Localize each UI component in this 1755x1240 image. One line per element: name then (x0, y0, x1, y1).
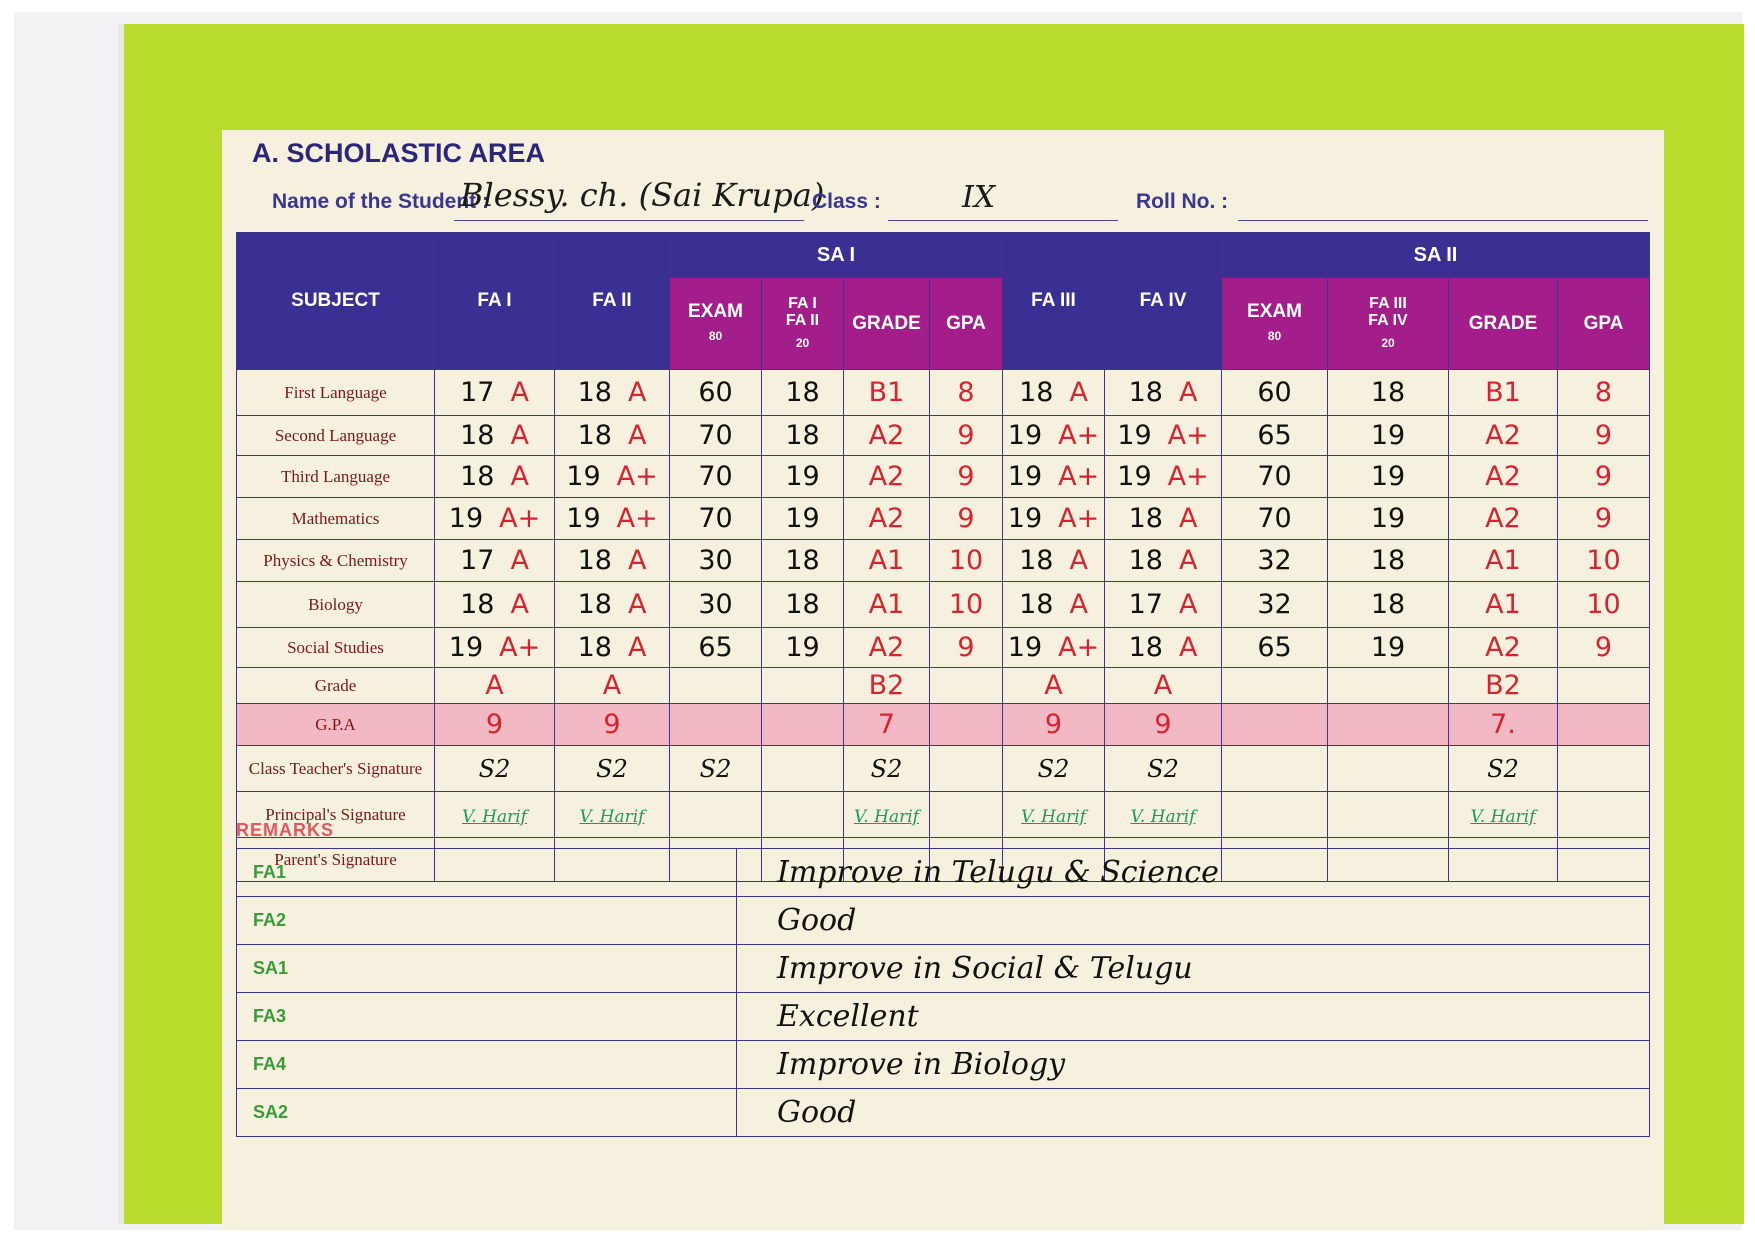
remark-text: Good (737, 1089, 1650, 1137)
sa2-fa-header: FA III FA IV 20 (1328, 278, 1449, 370)
subject-name: Physics & Chemistry (237, 540, 435, 582)
fa3-header: FA III (1003, 233, 1105, 370)
sa2-gpa: 8 (1558, 370, 1650, 416)
sa2-exam-mark: 32 (1222, 582, 1328, 628)
remark-code: FA1 (237, 849, 737, 897)
remark-row (237, 849, 1650, 897)
sa1-fa-mark: 18 (762, 370, 844, 416)
sa2-gpa: 9 (1558, 628, 1650, 668)
sa2-exam-mark: 32 (1222, 540, 1328, 582)
sa2-exam-mark: 65 (1222, 416, 1328, 456)
subject-row (237, 498, 1650, 540)
subject-row (237, 540, 1650, 582)
sa2-gpa-header: GPA (1558, 278, 1650, 370)
sa1-grade: B1 (844, 370, 930, 416)
remark-row (237, 1089, 1650, 1137)
fa4-score: 18 A (1105, 540, 1222, 582)
sa1-gpa: 9 (930, 498, 1003, 540)
fa1-score: 19 A+ (435, 498, 555, 540)
fa2-score: 18 A (555, 628, 670, 668)
sa2-gpa: 9 (1558, 416, 1650, 456)
sa1-grade: A2 (844, 628, 930, 668)
fa3-score: 19 A+ (1003, 628, 1105, 668)
sa1-exam-mark: 30 (670, 582, 762, 628)
sa1-gpa: 9 (930, 416, 1003, 456)
remark-code: FA4 (237, 1041, 737, 1089)
fa2-header: FA II (555, 233, 670, 370)
sa1-fa-mark: 19 (762, 498, 844, 540)
report-card (222, 130, 1664, 1230)
class-teacher-signature-sa1-exam: S2 (699, 754, 732, 783)
fa2-score: 18 A (555, 416, 670, 456)
remark-code: SA2 (237, 1089, 737, 1137)
sa1-grade: A2 (844, 498, 930, 540)
subject-name: First Language (237, 370, 435, 416)
sa1-exam-mark: 70 (670, 416, 762, 456)
fa1-score: 17 A (435, 540, 555, 582)
fa4-score: 17 A (1105, 582, 1222, 628)
fa2-overall-gpa: 9 (555, 704, 670, 746)
student-name-label: Name of the Student : (272, 190, 490, 213)
sa2-grade: A2 (1449, 456, 1558, 498)
fa2-score: 18 A (555, 370, 670, 416)
fa2-score: 18 A (555, 540, 670, 582)
sa1-exam-mark: 30 (670, 540, 762, 582)
sa2-exam-header: EXAM 80 (1222, 278, 1328, 370)
fa1-header: FA I (435, 233, 555, 370)
student-name-value: Blessy. ch. (Sai Krupa) (460, 176, 825, 214)
sa1-gpa-header: GPA (930, 278, 1003, 370)
subject-row (237, 582, 1650, 628)
sa2-grade-header: GRADE (1449, 278, 1558, 370)
sa2-gpa: 9 (1558, 498, 1650, 540)
sa2-exam-mark: 70 (1222, 456, 1328, 498)
fa3-overall-grade: A (1003, 668, 1105, 704)
subject-row (237, 370, 1650, 416)
sa2-fa-mark: 19 (1328, 628, 1449, 668)
remark-row (237, 993, 1650, 1041)
sa1-fa-mark: 19 (762, 456, 844, 498)
sa1-exam-mark: 70 (670, 456, 762, 498)
fa3-score: 18 A (1003, 540, 1105, 582)
fa4-score: 18 A (1105, 370, 1222, 416)
principal-signature-row (237, 792, 1650, 838)
class-underline (888, 220, 1118, 221)
remark-text: Improve in Social & Telugu (737, 945, 1650, 993)
fa3-score: 19 A+ (1003, 456, 1105, 498)
subject-name: Second Language (237, 416, 435, 456)
principal-signature-fa4: V. Harif (1130, 806, 1196, 827)
sa1-grade: A2 (844, 416, 930, 456)
sa2-grade: A1 (1449, 540, 1558, 582)
class-value: IX (962, 180, 996, 215)
sa1-gpa: 9 (930, 628, 1003, 668)
sa1-gpa: 9 (930, 456, 1003, 498)
fa1-score: 18 A (435, 456, 555, 498)
parent-signature-label: Parent's Signature (237, 838, 435, 882)
principal-signature-sa2: V. Harif (1470, 806, 1536, 827)
subject-row (237, 416, 1650, 456)
sa1-exam-header: EXAM 80 (670, 278, 762, 370)
sa1-fa-header: FA I FA II 20 (762, 278, 844, 370)
fa3-score: 19 A+ (1003, 416, 1105, 456)
fa4-score: 18 A (1105, 498, 1222, 540)
sa1-grade: A1 (844, 540, 930, 582)
fa1-score: 18 A (435, 582, 555, 628)
sa2-exam-mark: 65 (1222, 628, 1328, 668)
class-teacher-signature-fa2: S2 (596, 754, 628, 783)
fa4-overall-grade: A (1105, 668, 1222, 704)
grade-row (237, 668, 1650, 704)
subject-header: SUBJECT (237, 233, 435, 370)
fa3-overall-gpa: 9 (1003, 704, 1105, 746)
subject-name: Third Language (237, 456, 435, 498)
section-title: A. SCHOLASTIC AREA (252, 138, 546, 168)
principal-signature-fa2: V. Harif (579, 806, 645, 827)
remark-row (237, 897, 1650, 945)
sa1-grade: A1 (844, 582, 930, 628)
sa1-fa-mark: 18 (762, 582, 844, 628)
sa1-gpa: 10 (930, 582, 1003, 628)
sa1-grade-header: GRADE (844, 278, 930, 370)
sa2-grade: A1 (1449, 582, 1558, 628)
sa2-exam-mark: 60 (1222, 370, 1328, 416)
sa2-fa-mark: 19 (1328, 416, 1449, 456)
sa1-exam-mark: 65 (670, 628, 762, 668)
fa4-overall-gpa: 9 (1105, 704, 1222, 746)
remark-code: SA1 (237, 945, 737, 993)
fa4-header: FA IV (1105, 233, 1222, 370)
class-teacher-signature-fa1: S2 (478, 754, 511, 783)
sa2-grade: A2 (1449, 416, 1558, 456)
roll-no-label: Roll No. : (1136, 190, 1229, 213)
remark-code: FA2 (237, 897, 737, 945)
principal-signature-label: Principal's Signature (237, 792, 435, 838)
class-teacher-signature-fa4: S2 (1147, 754, 1179, 783)
class-teacher-signature-sa1: S2 (870, 754, 903, 783)
fa1-score: 19 A+ (435, 628, 555, 668)
sa1-fa-mark: 19 (762, 628, 844, 668)
remarks-table (236, 848, 1650, 1137)
class-teacher-signature-sa2: S2 (1487, 754, 1519, 783)
fa1-overall-grade: A (435, 668, 555, 704)
sa2-gpa: 10 (1558, 582, 1650, 628)
remark-text: Excellent (737, 993, 1650, 1041)
roll-no-underline (1238, 220, 1648, 221)
class-teacher-signature-label: Class Teacher's Signature (237, 746, 435, 792)
sa1-overall-grade: B2 (844, 668, 930, 704)
sa2-fa-mark: 19 (1328, 456, 1449, 498)
remark-text: Improve in Telugu & Science (737, 849, 1650, 897)
sa2-grade: B1 (1449, 370, 1558, 416)
remark-code: FA3 (237, 993, 737, 1041)
sa2-grade: A2 (1449, 628, 1558, 668)
principal-signature-sa1: V. Harif (854, 806, 919, 827)
sa1-header: SA I (670, 233, 1003, 278)
remark-row (237, 1041, 1650, 1089)
sa2-overall-gpa: 7. (1449, 704, 1558, 746)
subject-name: Biology (237, 582, 435, 628)
sa2-fa-mark: 18 (1328, 582, 1449, 628)
subject-row (237, 628, 1650, 668)
sa2-gpa: 10 (1558, 540, 1650, 582)
class-label: Class : (812, 190, 881, 213)
sa1-fa-mark: 18 (762, 416, 844, 456)
sa1-exam-mark: 60 (670, 370, 762, 416)
subject-name: Mathematics (237, 498, 435, 540)
remark-text: Good (737, 897, 1650, 945)
fa2-score: 19 A+ (555, 498, 670, 540)
fa4-score: 19 A+ (1105, 416, 1222, 456)
fa4-score: 18 A (1105, 628, 1222, 668)
sa1-overall-gpa: 7 (844, 704, 930, 746)
fa3-score: 19 A+ (1003, 498, 1105, 540)
sa2-overall-grade: B2 (1449, 668, 1558, 704)
fa3-score: 18 A (1003, 370, 1105, 416)
sa2-fa-mark: 19 (1328, 498, 1449, 540)
sa2-exam-mark: 70 (1222, 498, 1328, 540)
sa2-fa-mark: 18 (1328, 540, 1449, 582)
remark-text: Improve in Biology (737, 1041, 1650, 1089)
fa1-score: 17 A (435, 370, 555, 416)
sa1-gpa: 8 (930, 370, 1003, 416)
sa1-exam-mark: 70 (670, 498, 762, 540)
sa1-gpa: 10 (930, 540, 1003, 582)
subject-name: Social Studies (237, 628, 435, 668)
name-underline (454, 220, 804, 221)
fa3-score: 18 A (1003, 582, 1105, 628)
remarks-title: REMARKS (236, 820, 335, 840)
fa2-score: 19 A+ (555, 456, 670, 498)
fa2-overall-grade: A (555, 668, 670, 704)
grade-row-label: Grade (237, 668, 435, 704)
fa1-overall-gpa: 9 (435, 704, 555, 746)
marks-table (236, 232, 1650, 882)
principal-signature-fa3: V. Harif (1021, 806, 1086, 827)
sa1-fa-mark: 18 (762, 540, 844, 582)
gpa-row-label: G.P.A (237, 704, 435, 746)
fa4-score: 19 A+ (1105, 456, 1222, 498)
class-teacher-signature-row (237, 746, 1650, 792)
sa2-grade: A2 (1449, 498, 1558, 540)
remark-row (237, 945, 1650, 993)
sa2-fa-mark: 18 (1328, 370, 1449, 416)
principal-signature-fa1: V. Harif (462, 806, 527, 827)
class-teacher-signature-fa3: S2 (1037, 754, 1070, 783)
fa1-score: 18 A (435, 416, 555, 456)
sa2-gpa: 9 (1558, 456, 1650, 498)
sa1-grade: A2 (844, 456, 930, 498)
gpa-row (237, 704, 1650, 746)
student-info-row (272, 176, 1644, 226)
subject-row (237, 456, 1650, 498)
sa2-header: SA II (1222, 233, 1650, 278)
fa2-score: 18 A (555, 582, 670, 628)
